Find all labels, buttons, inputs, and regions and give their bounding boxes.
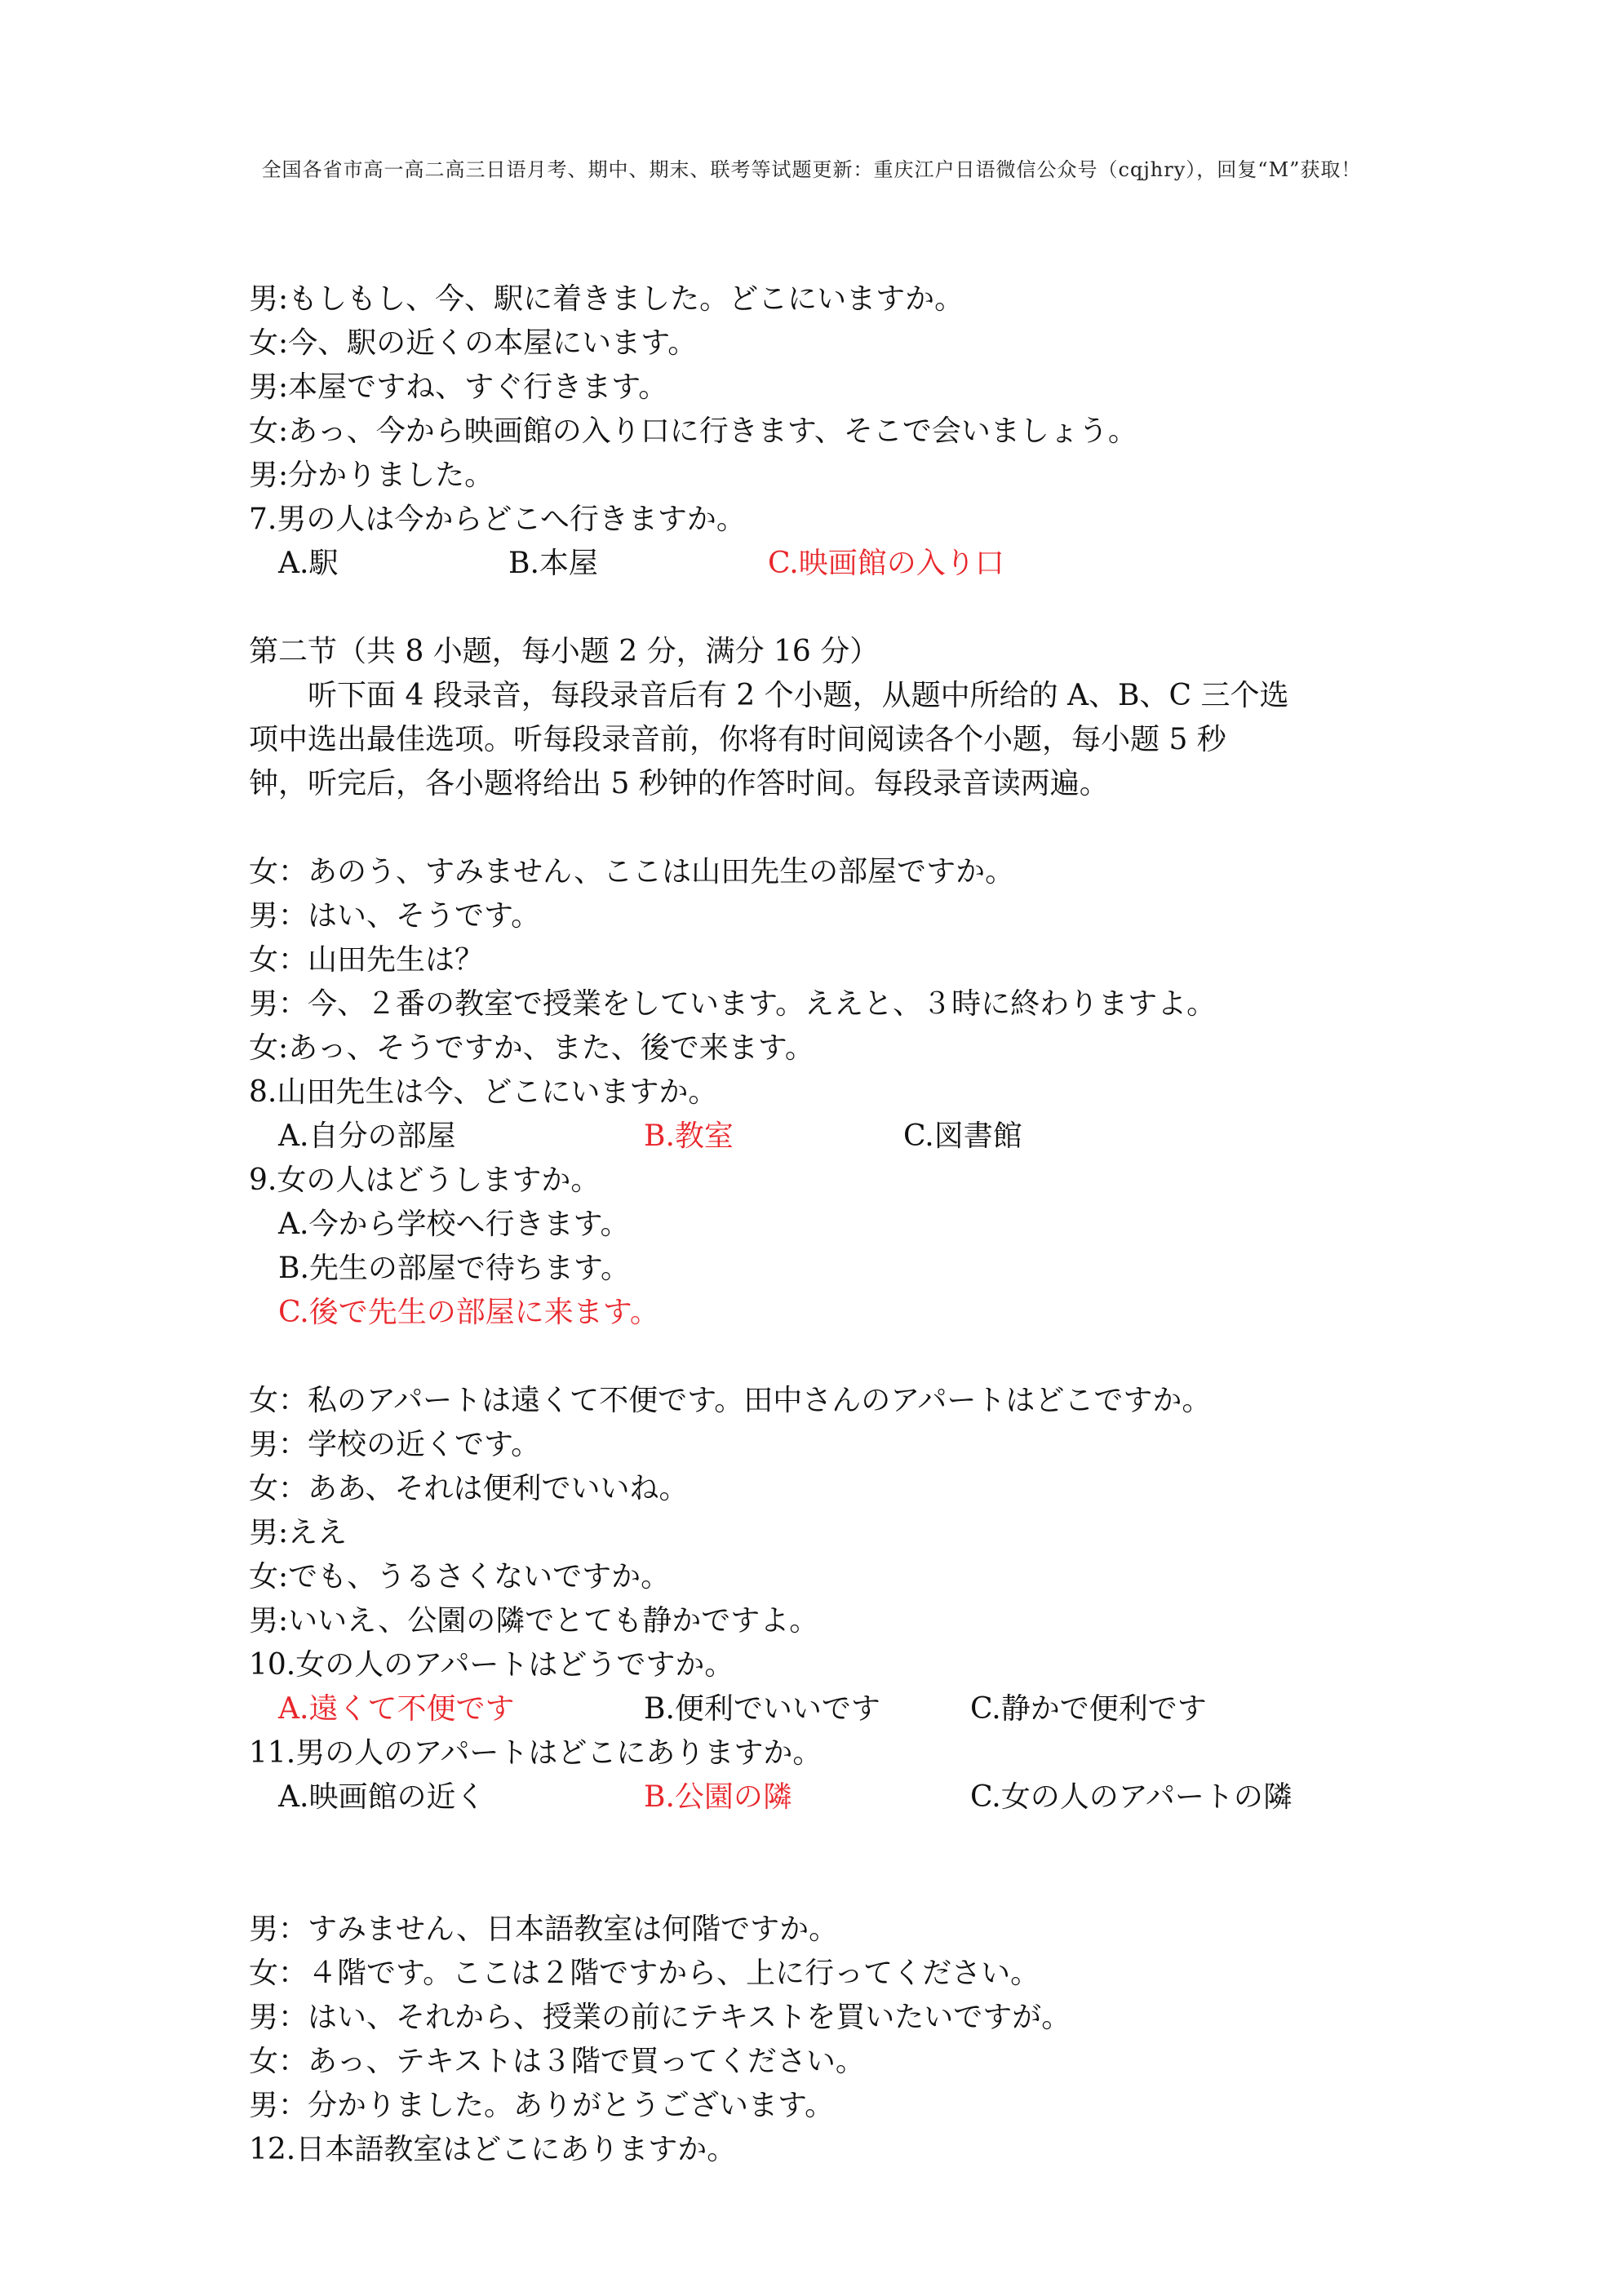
dialogue-line: 男:いいえ、公園の隣でとても静かですよ。 bbox=[249, 1604, 819, 1638]
option-a: A.駅 bbox=[278, 547, 339, 580]
dialogue-line: 女:あっ、そうですか、また、後で来ます。 bbox=[249, 1031, 814, 1065]
option-a: A.映画館の近く bbox=[278, 1780, 486, 1814]
exam-content bbox=[249, 277, 1408, 2172]
spacer bbox=[249, 1335, 1408, 1379]
dialogue-line: 女:でも、うるさくないですか。 bbox=[249, 1560, 671, 1593]
dialogue-line: 男：分かりました。ありがとうございます。 bbox=[249, 2089, 835, 2122]
dialogue-line: 男：学校の近くです。 bbox=[249, 1428, 541, 1461]
instruction-line: 听下面 4 段录音，每段录音后有 2 个小题，从题中所给的 A、B、C 三个选 bbox=[308, 679, 1289, 712]
instruction-line: 项中选出最佳选项。听每段录音前，你将有时间阅读各个小题，每小题 5 秒 bbox=[249, 723, 1226, 756]
dialogue-line: 女:あっ、今から映画館の入り口に行きます、そこで会いましょう。 bbox=[249, 414, 1137, 448]
option-c: C.女の人のアパートの隣 bbox=[970, 1780, 1293, 1814]
question-8: 8.山田先生は今、どこにいますか。 bbox=[249, 1075, 718, 1109]
option-c: C.静かで便利です bbox=[970, 1692, 1207, 1726]
question-8-options bbox=[249, 1115, 1408, 1159]
dialogue-line: 男：すみません、日本語教室は何階ですか。 bbox=[249, 1913, 839, 1946]
dialogue-line: 女：あのう、すみません、ここは山田先生の部屋ですか。 bbox=[249, 855, 1015, 889]
dialogue-line: 女：ああ、それは便利でいいね。 bbox=[249, 1472, 689, 1505]
dialogue-line: 男:もしもし、今、駅に着きました。どこにいますか。 bbox=[249, 282, 964, 316]
dialogue-line: 女：私のアパートは遠くて不便です。田中さんのアパートはどこですか。 bbox=[249, 1384, 1212, 1417]
dialogue-line: 男:ええ bbox=[249, 1516, 348, 1549]
question-7-options bbox=[249, 542, 1408, 586]
option-c-answer: C.後で先生の部屋に来ます。 bbox=[278, 1296, 659, 1329]
option-b: B.本屋 bbox=[508, 547, 598, 580]
dialogue-line: 女：山田先生は？ bbox=[249, 943, 485, 977]
dialogue-line: 男：はい、それから、授業の前にテキストを買いたいですが。 bbox=[249, 2001, 1071, 2034]
option-a: A.今から学校へ行きます。 bbox=[278, 1208, 630, 1241]
spacer bbox=[249, 1820, 1408, 1908]
question-11: 11.男の人のアパートはどこにありますか。 bbox=[249, 1736, 823, 1770]
instruction-line: 钟，听完后，各小题将给出 5 秒钟的作答时间。每段录音读两遍。 bbox=[249, 767, 1109, 800]
question-9: 9.女の人はどうしますか。 bbox=[249, 1164, 601, 1197]
dialogue-line: 女:今、駅の近くの本屋にいます。 bbox=[249, 326, 698, 360]
dialogue-line: 女：あっ、テキストは３階で買ってください。 bbox=[249, 2045, 865, 2078]
dialogue-line: 男：今、２番の教室で授業をしています。ええと、３時に終わりますよ。 bbox=[249, 987, 1217, 1021]
dialogue-line: 男:分かりました。 bbox=[249, 459, 494, 492]
question-7: 7.男の人は今からどこへ行きますか。 bbox=[249, 503, 746, 536]
dialogue-line: 男：はい、そうです。 bbox=[249, 899, 541, 933]
option-a-answer: A.遠くて不便です bbox=[278, 1692, 515, 1726]
option-b-answer: B.公園の隣 bbox=[644, 1780, 792, 1814]
dialogue-line: 女：４階です。ここは２階ですから、上に行ってください。 bbox=[249, 1957, 1040, 1990]
section-title: 第二节（共 8 小题，每小题 2 分，满分 16 分） bbox=[249, 635, 880, 668]
spacer bbox=[249, 806, 1408, 850]
option-b: B.便利でいいです bbox=[644, 1692, 880, 1726]
spacer bbox=[249, 586, 1408, 630]
question-10-options bbox=[249, 1687, 1408, 1731]
option-b-answer: B.教室 bbox=[644, 1119, 734, 1153]
option-c: C.図書館 bbox=[903, 1119, 1022, 1153]
option-a: A.自分の部屋 bbox=[278, 1119, 456, 1153]
question-10: 10.女の人のアパートはどうですか。 bbox=[249, 1648, 734, 1682]
option-c-answer: C.映画館の入り口 bbox=[768, 547, 1004, 580]
question-11-options bbox=[249, 1775, 1408, 1820]
question-12: 12.日本語教室はどこにありますか。 bbox=[249, 2133, 737, 2166]
page-header-notice: 全国各省市高一高二高三日语月考、期中、期末、联考等试题更新：重庆江户日语微信公众号（cqjhry），回复“M”获取！ bbox=[261, 158, 1362, 181]
option-b: B.先生の部屋で待ちます。 bbox=[278, 1252, 631, 1285]
dialogue-line: 男:本屋ですね、すぐ行きます。 bbox=[249, 370, 668, 404]
